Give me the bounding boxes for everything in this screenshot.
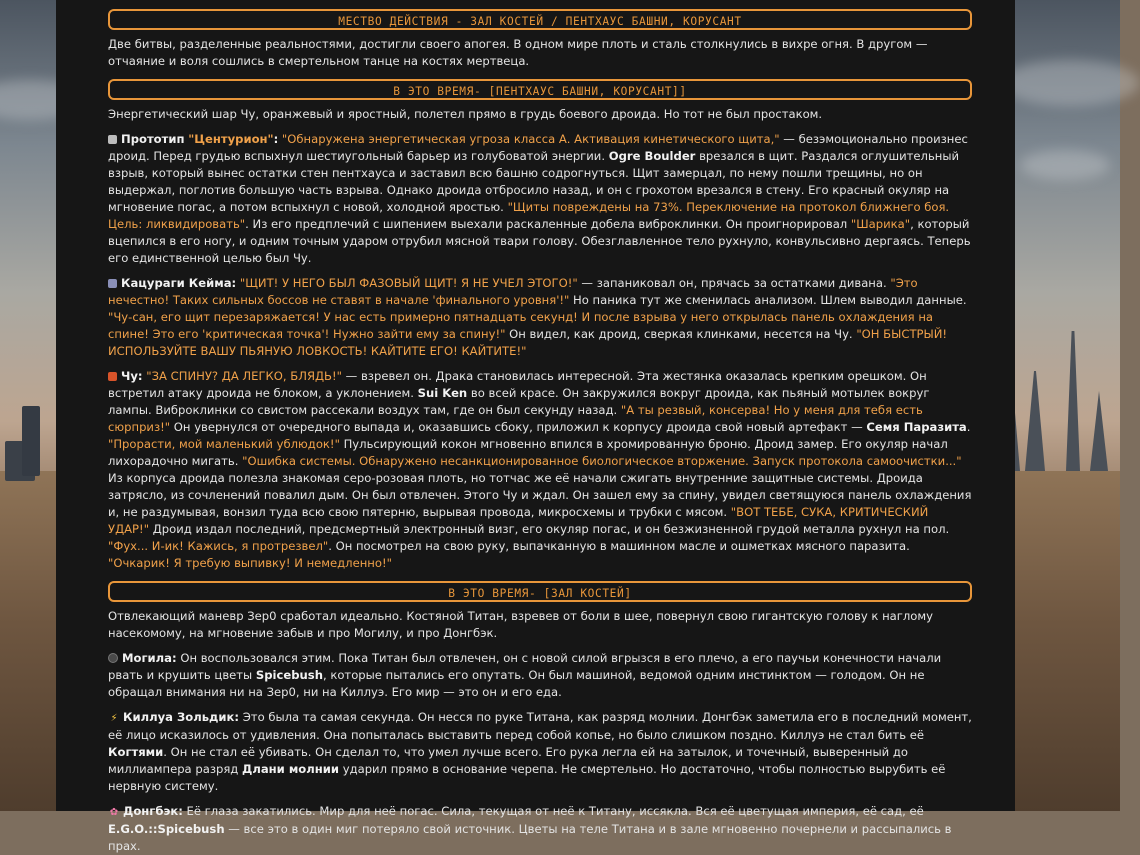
skill-name: Длани молнии — [242, 762, 340, 776]
speaker-name: Чу: — [121, 369, 143, 383]
dialogue: "ЗА СПИНУ? ДА ЛЕГКО, БЛЯДЬ!" — [146, 369, 342, 383]
skill-name: E.G.O.::Spicebush — [108, 822, 225, 836]
black-circle-icon — [108, 653, 118, 663]
hall-banner: В ЭТО ВРЕМЯ- [ЗАЛ КОСТЕЙ] — [108, 581, 972, 602]
penthouse-intro: Энергетический шар Чу, оранжевый и яростный, полетел прямо в грудь боевого дроида. Но тот не был простаком. — [108, 107, 823, 121]
killua-paragraph: ⚡ Киллуа Зольдик: Это была та самая секунда. Он несся по руке Титана, как разряд молнии. Донгбэк заметила его в последний момент, её лицо исказилось от удивления. Она попыталась выставить перед собой копье, но было слишком поздно. Киллуэ не стал бить её Когтями. Он не стал её убивать. Он сделал то, что умел лучше всего. Его рука легла ей на затылок, и точечный, выверенный до миллиампера разряд Длани молнии ударил прямо в основание черепа. Не смертельно. Но достаточно, чтобы полностью вырубить её нервную систему. — [108, 710, 972, 793]
katsuragi-paragraph: Кацураги Кейма: "ЩИТ! У НЕГО БЫЛ ФАЗОВЫЙ ЩИТ! Я НЕ УЧЕЛ ЭТОГО!" — запаниковал он, прячась за остатками дивана. "Это нечестно! Таких сильных боссов не ставят в начале 'финального уровня'!" Но паника тут же сменилась анализом. Шлем выводил данные. "Чу-сан, его щит перезаряжается! У нас есть примерно пятнадцать секунд! И после взрыва у него открылась панель охлаждения на спине! Это его 'критическая точка'! Нужно зайти ему за спину!" Он видел, как дроид, сверкая клинками, несется на Чу. "ОН БЫСТРЫЙ! ИСПОЛЬЗУЙТЕ ВАШУ ПЬЯНУЮ ЛОВКОСТЬ! КАЙТИТЕ ЕГО! КАЙТИТЕ!" — [108, 276, 967, 358]
ghost-icon — [108, 135, 117, 144]
hall-intro: Отвлекающий маневр Зер0 сработал идеально. Костяной Титан, взревев от боли в шее, повернул свою гигантскую голову к наглому насекомому, на мгновение забыв и про Могилу, и про Донгбэк. — [108, 609, 933, 640]
location-banner: МЕСТВО ДЕЙСТВИЯ - ЗАЛ КОСТЕЙ / ПЕНТХАУС БАШНИ, КОРУСАНТ — [108, 9, 972, 30]
demon-icon — [108, 372, 117, 381]
dialogue: "ЩИТ! У НЕГО БЫЛ ФАЗОВЫЙ ЩИТ! Я НЕ УЧЕЛ ЭТОГО!" — [239, 276, 578, 290]
speaker-name: Кацураги Кейма: — [121, 276, 237, 290]
gamepad-icon — [108, 279, 117, 288]
speaker-alias: "Центурион" — [188, 132, 274, 146]
dialogue: "Фух... И-ик! Кажись, я протрезвел" — [108, 539, 329, 553]
mogila-paragraph: Могила: Он воспользовался этим. Пока Титан был отвлечен, он с новой силой вгрызся в его плечо, а его паучьи конечности начали рвать и крушить цветы Spicebush, которые пытались его опутать. Он был машиной, ведомой одним инстинктом — голодом. Он не обращал внимания ни на Зер0, ни на Киллуэ. Его мир — это он и его еда. — [108, 651, 942, 699]
speaker-name: Могила: — [122, 651, 177, 665]
dongbaek-paragraph: ✿ Донгбэк: Её глаза закатились. Мир для неё погас. Сила, текущая от неё к Титану, иссякла. Вся её цветущая империя, её сад, её E.G.O.::Spicebush — все это в один миг потеряло свой источник. Цветы на теле Титана и в зале мгновенно почернели и рассыпались в прах. — [108, 804, 952, 853]
ruin — [22, 406, 40, 476]
dialogue: "Ошибка системы. Обнаружено несанкционированное биологическое вторжение. Запуск протокола самоочистки..." — [242, 454, 962, 468]
ribbon-icon: ✿ — [109, 807, 119, 818]
lightning-icon: ⚡ — [110, 713, 118, 724]
dialogue: "Щиты повреждены на 73%. Переключение на протокол ближнего боя. Цель: ликвидировать" — [108, 200, 950, 231]
dialogue: "Прорасти, мой маленький ублюдок!" — [108, 437, 340, 451]
dialogue: "ОН БЫСТРЫЙ! ИСПОЛЬЗУЙТЕ ВАШУ ПЬЯНУЮ ЛОВКОСТЬ! КАЙТИТЕ ЕГО! КАЙТИТЕ!" — [108, 327, 948, 358]
dialogue: "Очкарик! Я требую выпивку! И немедленно!" — [108, 556, 392, 570]
speaker-name: Прототип — [121, 132, 185, 146]
artifact-name: Семя Паразита — [866, 420, 967, 434]
skill-name: Ogre Boulder — [608, 149, 696, 163]
dialogue: "А ты резвый, консерва! Но у меня для тебя есть сюрприз!" — [108, 403, 923, 434]
penthouse-banner: В ЭТО ВРЕМЯ- [ПЕНТХАУС БАШНИ, КОРУСАНТ]] — [108, 79, 972, 100]
skill-name: Когтями — [108, 745, 164, 759]
intro-paragraph: Две битвы, разделенные реальностями, достигли своего апогея. В одном мире плоть и сталь столкнулись в вихре огня. В другом — отчаяние и воля сошлись в смертельном танце на костях мертвеца. — [108, 37, 928, 68]
skill-name: Spicebush — [255, 668, 323, 682]
speaker-name: Киллуа Зольдик: — [123, 710, 240, 724]
cloud — [1020, 150, 1110, 180]
story-column — [56, 0, 1015, 853]
dialogue: "ВОТ ТЕБЕ, СУКА, КРИТИЧЕСКИЙ УДАР!" — [108, 505, 929, 536]
prototype-paragraph: Прототип "Центурион": "Обнаружена энергетическая угроза класса А. Активация кинетического щита," — безэмоционально произнес дроид. Перед грудью вспыхнул шестиугольный барьер из голубоватой энергии. Ogre Boulder врезался в щит. Раздался оглушительный взрыв, который вынес остатки стен пентхауса и заставил всю башню содрогнуться. Щит замерцал, по нему пошли трещины, но он выдержал, поглотив большую часть взрыва. Однако дроида отбросило назад, и он с грохотом врезался в стену. Его красный окуляр на мгновение погас, а потом вспыхнул с новой, холодной яростью. "Щиты повреждены на 73%. Переключение на протокол ближнего боя. Цель: ликвидировать". Из его предплечий с шипением выехали раскаленные добела виброклинки. Он проигнорировал "Шарика", который вцепился в его ногу, и одним точным ударом отрубил мясной твари голову. Обезглавленное тело рухнуло, конвульсивно дергаясь. Теперь его единственной целью был Чу. — [108, 132, 971, 265]
speaker-name: Донгбэк: — [123, 804, 183, 818]
dialogue: "Это нечестно! Таких сильных боссов не ставят в начале 'финального уровня'!" — [108, 276, 918, 307]
cloud — [1000, 60, 1140, 106]
dialogue: "Чу-сан, его щит перезаряжается! У нас есть примерно пятнадцать секунд! И после взрыва у него открылась панель охлаждения на спине! Это его 'критическая точка'! Нужно зайти ему за спину!" — [108, 310, 934, 341]
chu-paragraph: Чу: "ЗА СПИНУ? ДА ЛЕГКО, БЛЯДЬ!" — взревел он. Драка становилась интересной. Эта жестянка оказалась крепким орешком. Он встретил атаку дроида не блоком, а уклонением. Sui Ken во всей красе. Он закружился вокруг дроида, как пьяный мотылек вокруг лампы. Виброклинки со свистом рассекали воздух там, где он был секунду назад. "А ты резвый, консерва! Но у меня для тебя есть сюрприз!" Он увернулся от очередного выпада и, оказавшись сбоку, приложил к корпусу дроида свой новый артефакт — Семя Паразита. "Прорасти, мой маленький ублюдок!" Пульсирующий кокон мгновенно впился в хромированную броню. Дроид замер. Его окуляр начал лихорадочно мигать. "Ошибка системы. Обнаружено несанкционированное биологическое вторжение. Запуск протокола самоочистки..." Из корпуса дроида полезла знакомая серо-розовая плоть, но тотчас же её начали сжигать внутренние защитные системы. Дроида затрясло, из сочленений повалил дым. Он был отвлечен. Этого Чу и ждал. Он зашел ему за спину, увидел светящуюся панель охлаждения и, не раздумывая, вонзил туда всю свою пятерню, вырывая провода, микросхемы и трубки с мясом. "ВОТ ТЕБЕ, СУКА, КРИТИЧЕСКИЙ УДАР!" Дроид издал последний, предсмертный электронный визг, его окуляр погас, и он безжизненной грудой металла рухнул на пол. "Фух... И-ик! Кажись, я протрезвел". Он посмотрел на свою руку, выпачканную в машинном масле и ошметках мясного паразита. "Очкарик! Я требую выпивку! И немедленно!" — [108, 369, 972, 570]
dialogue: "Шарика" — [850, 217, 911, 231]
dialogue: "Обнаружена энергетическая угроза класса А. Активация кинетического щита," — [281, 132, 780, 146]
skill-name: Sui Ken — [417, 386, 468, 400]
